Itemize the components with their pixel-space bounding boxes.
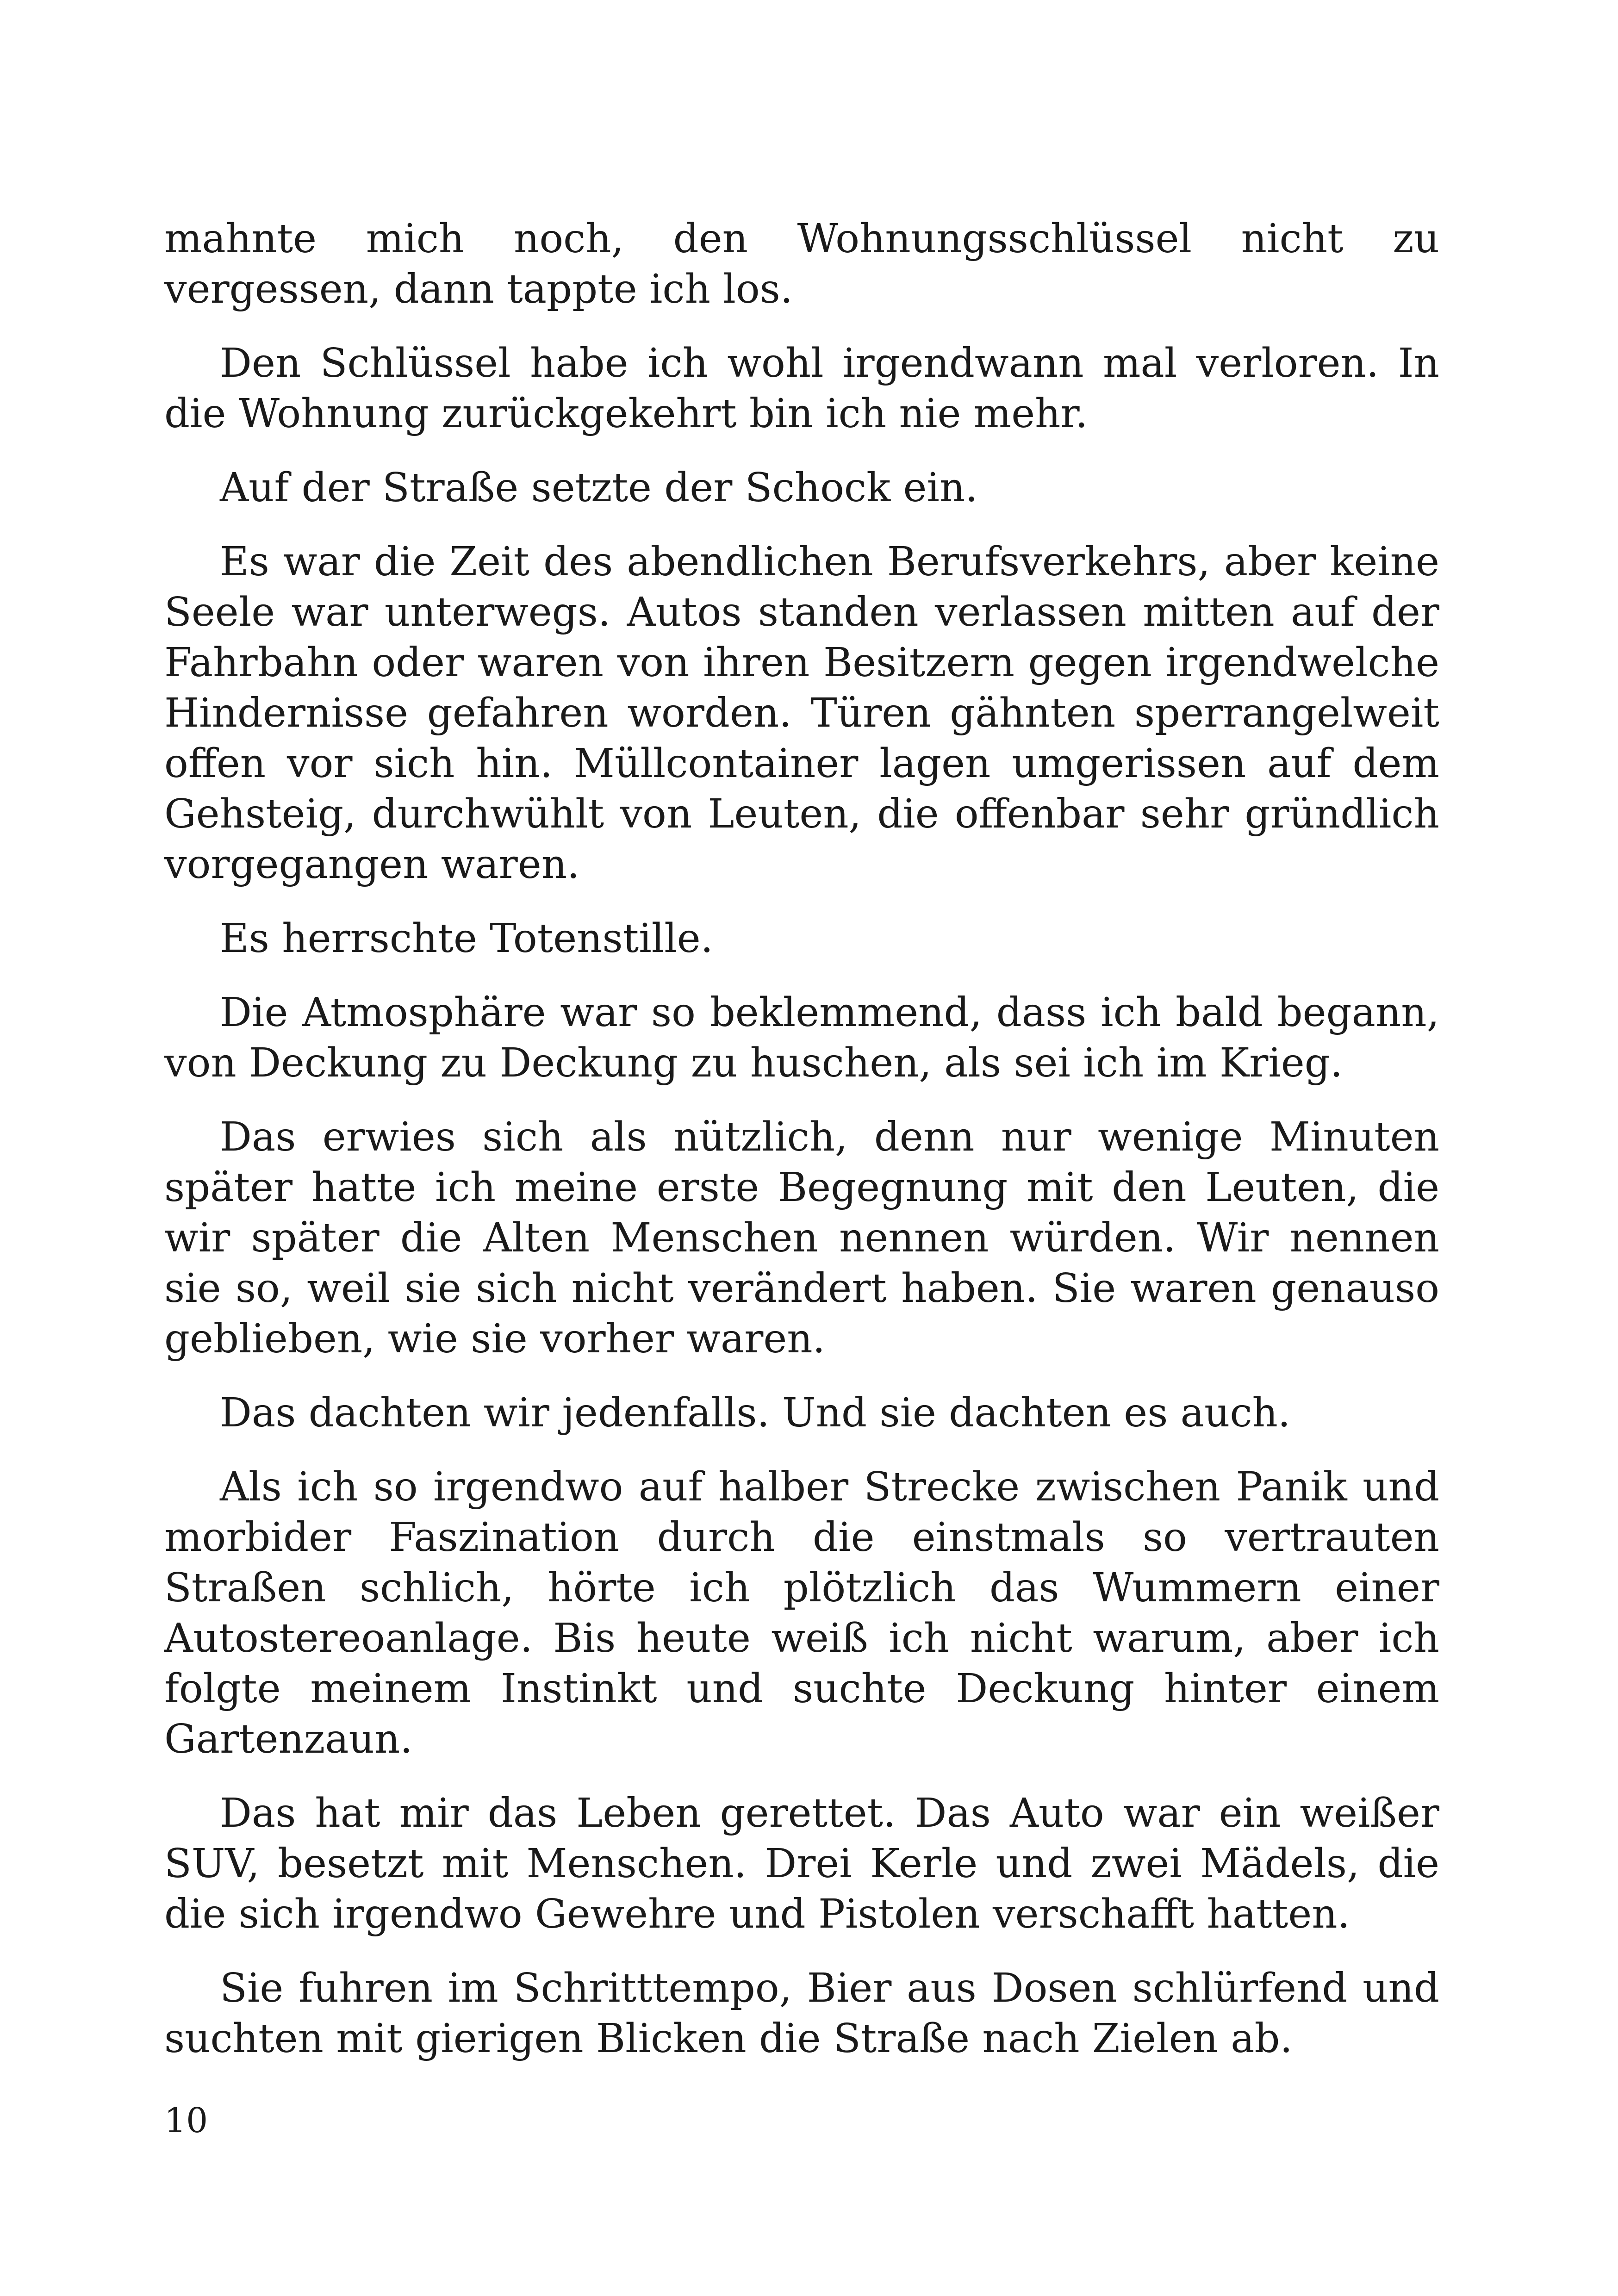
paragraph: Das erwies sich als nützlich, denn nur wenige Minuten später hatte ich meine erste Begegnung mit den Leuten, die wir später die Alten Menschen nennen würden. Wir nennen sie so, weil sie sich nicht verändert haben. Sie waren genauso geblieben, wie sie vorher waren.	[164, 1114, 1439, 1362]
paragraph: Die Atmosphäre war so beklemmend, dass ich bald begann, von Deckung zu Deckung zu huschen, als sei ich im Krieg.	[164, 989, 1439, 1086]
page-number: 10	[164, 2101, 208, 2140]
paragraph: Als ich so irgendwo auf halber Strecke zwischen Panik und morbider Faszination durch die einstmals so vertrauten Straßen schlich, hörte ich plötzlich das Wummern einer Autostereoanlage. Bis heute weiß ich nicht warum, aber ich folgte meinem Instinkt und suchte Deckung hinter einem Gartenzaun.	[164, 1464, 1439, 1762]
paragraph-continued: mahnte mich noch, den Wohnungsschlüssel nicht zu vergessen, dann tappte ich los.	[164, 216, 1439, 312]
paragraph: Es war die Zeit des abendlichen Berufsverkehrs, aber keine Seele war unterwegs. Autos standen verlassen mitten auf der Fahrbahn oder waren von ihren Besitzern gegen irgendwelche Hindernisse gefahren worden. Türen gähnten sperrangelweit offen vor sich hin. Müllcontainer lagen umgerissen auf dem Gehsteig, durchwühlt von Leuten, die offenbar sehr gründlich vorgegangen waren.	[164, 539, 1439, 888]
paragraph: Das dachten wir jedenfalls. Und sie dachten es auch.	[220, 1390, 1291, 1436]
paragraph: Den Schlüssel habe ich wohl irgendwann mal verloren. In die Wohnung zurückgekehrt bin ich nie mehr.	[164, 340, 1439, 437]
paragraph: Es herrschte Totenstille.	[220, 915, 713, 962]
paragraph: Auf der Straße setzte der Schock ein.	[220, 465, 978, 511]
paragraph: Sie fuhren im Schritttempo, Bier aus Dosen schlürfend und suchten mit gierigen Blicken die Straße nach Zielen ab.	[164, 1965, 1439, 2062]
body-text	[164, 214, 1439, 2088]
paragraph: Das hat mir das Leben gerettet. Das Auto war ein weißer SUV, besetzt mit Menschen. Drei Kerle und zwei Mädels, die die sich irgendwo Gewehre und Pistolen verschafft hatten.	[164, 1790, 1439, 1937]
